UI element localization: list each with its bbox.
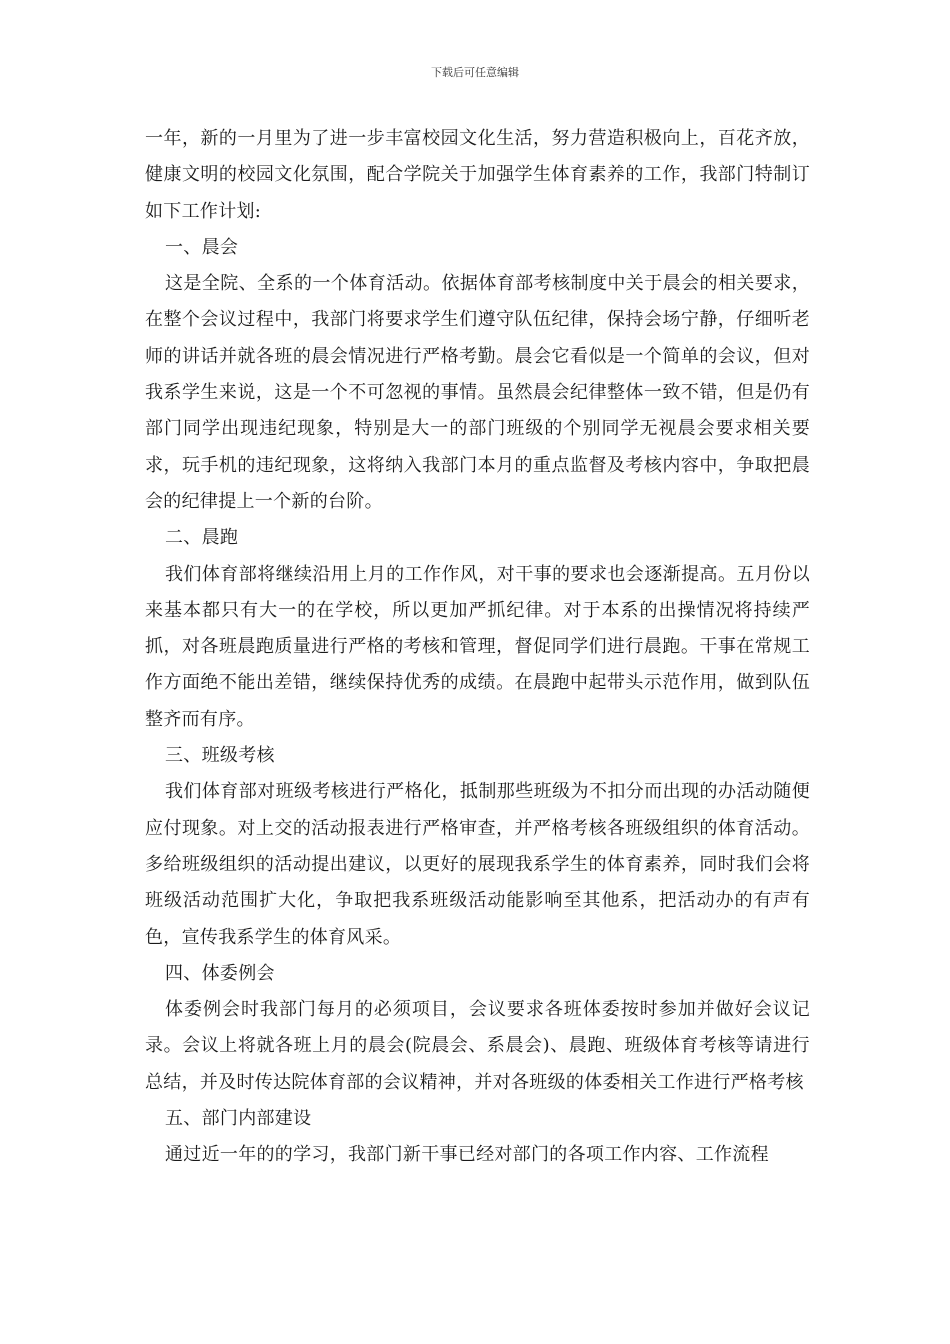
- section-body-class-assessment: 我们体育部对班级考核进行严格化，抵制那些班级为不扣分而出现的办活动随便应付现象。对上交的活动报表进行严格审查，并严格考核各班级组织的体育活动。多给班级组织的活动提出建议，以更好的展现我系学生的体育素养，同时我们会将班级活动范围扩大化，争取把我系班级活动能影响至其他系，把活动办的有声有色，宣传我系学生的体育风采。: [145, 781, 810, 948]
- section-heading-class-assessment: 三、班级考核: [165, 745, 275, 767]
- intro-paragraph: 一年，新的一月里为了进一步丰富校园文化生活，努力营造积极向上，百花齐放，健康文明的校园文化氛围，配合学院关于加强学生体育素养的工作，我部门特制订如下工作计划:: [145, 128, 810, 222]
- section-heading-morning-meeting: 一、晨会: [165, 236, 239, 258]
- section-heading-internal-building: 五、部门内部建设: [165, 1108, 312, 1130]
- page-header-note: 下载后可任意编辑: [431, 66, 519, 79]
- section-body-morning-meeting: 这是全院、全系的一个体育活动。依据体育部考核制度中关于晨会的相关要求，在整个会议过程中，我部门将要求学生们遵守队伍纪律，保持会场宁静，仔细听老师的讲话并就各班的晨会情况进行严格考勤。晨会它看似是一个简单的会议，但对我系学生来说，这是一个不可忽视的事情。虽然晨会纪律整体一致不错，但是仍有部门同学出现违纪现象，特别是大一的部门班级的个别同学无视晨会要求相关要求，玩手机的违纪现象，这将纳入我部门本月的重点监督及考核内容中，争取把晨会的纪律提上一个新的台阶。: [145, 273, 810, 512]
- section-body-internal-building: 通过近一年的的学习，我部门新干事已经对部门的各项工作内容、工作流程: [165, 1144, 769, 1166]
- section-heading-morning-run: 二、晨跑: [165, 527, 239, 549]
- section-body-sports-committee-meeting: 体委例会时我部门每月的必须项目，会议要求各班体委按时参加并做好会议记录。会议上将就各班上月的晨会(院晨会、系晨会)、晨跑、班级体育考核等请进行总结，并及时传达院体育部的会议精神，并对各班级的体委相关工作进行严格考核: [145, 999, 810, 1093]
- document-body: [145, 121, 810, 1174]
- section-body-morning-run: 我们体育部将继续沿用上月的工作作风，对干事的要求也会逐渐提高。五月份以来基本都只有大一的在学校，所以更加严抓纪律。对于本系的出操情况将持续严抓，对各班晨跑质量进行严格的考核和管理，督促同学们进行晨跑。干事在常规工作方面绝不能出差错，继续保持优秀的成绩。在晨跑中起带头示范作用，做到队伍整齐而有序。: [145, 563, 810, 730]
- section-heading-sports-committee-meeting: 四、体委例会: [165, 962, 275, 984]
